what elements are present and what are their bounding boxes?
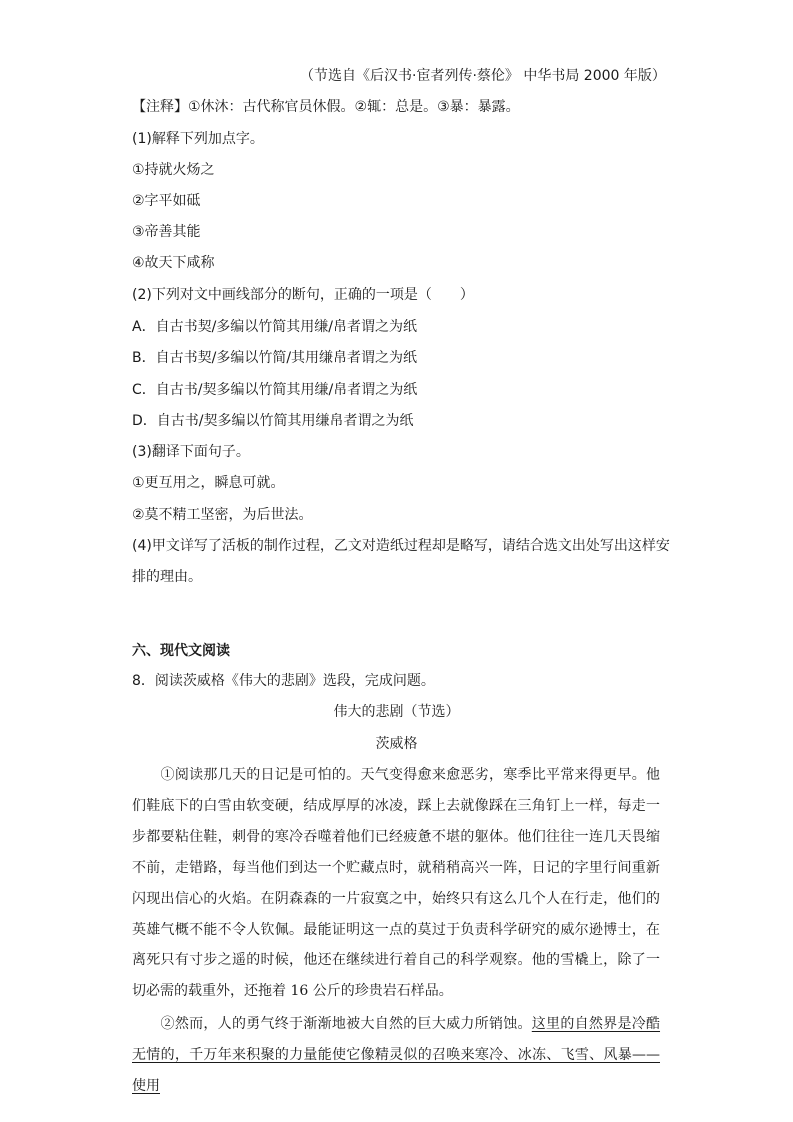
passage-author: 茨威格 — [375, 736, 418, 752]
question-4-line: (4)甲文详写了活板的制作过程，乙文对造纸过程却是略写，请结合选文出处写出这样安 — [132, 538, 670, 554]
underlined-sentence: 这里的自然界是冷酷无情的，千万年来积聚的力量能使它像精灵似的召唤来寒冷、冰冻、飞雪、风暴——使用 — [132, 1016, 661, 1094]
question-1-item: ③帝善其能 — [132, 224, 201, 240]
question-1-item: ②字平如砥 — [132, 193, 201, 209]
question-3-item: ①更互用之，瞬息可就。 — [132, 475, 285, 491]
question-3-item: ②莫不精工坚密，为后世法。 — [132, 507, 313, 523]
passage-paragraph-2 — [132, 1009, 660, 1102]
question-2-option-d: D．自古书/契多编以竹简其用缣帛者谓之为纸 — [132, 413, 414, 429]
question-1-item: ④故天下咸称 — [132, 255, 215, 271]
question-2-prompt: (2)下列对文中画线部分的断句，正确的一项是（ ） — [132, 287, 474, 303]
question-1-item: ①持就火炀之 — [132, 162, 215, 178]
question-4-line: 排的理由。 — [132, 569, 202, 585]
paragraph-2-text: ②然而，人的勇气终于渐渐地被大自然的巨大威力所销蚀。 — [132, 1016, 532, 1032]
question-2-option-c: C．自古书/契多编以竹简其用缣/帛者谓之为纸 — [132, 382, 418, 398]
reading-question: 8．阅读茨威格《伟大的悲剧》选段，完成问题。 — [132, 673, 435, 689]
passage-paragraph-1: ①阅读那几天的日记是可怕的。天气变得愈来愈恶劣，寒季比平常来得更早。他们鞋底下的白雪由软变硬，结成厚厚的冰凌，踩上去就像踩在三角钉上一样，每走一步都要粘住鞋，刺骨的寒冷吞噬着他们已经疲惫不堪的躯体。他们往往一连几天畏缩不前，走错路，每当他们到达一个贮藏点时，就稍稍高兴一阵，日记的字里行间重新闪现出信心的火焰。在阴森森的一片寂寞之中，始终只有这么几个人在行走，他们的英雄气概不能不令人钦佩。最能证明这一点的莫过于负责科学研究的威尔逊博士，在离死只有寸步之遥的时候，他还在继续进行着自己的科学观察。他的雪橇上，除了一切必需的载重外，还拖着 16 公斤的珍贵岩石样品。 — [132, 767, 660, 1000]
source-citation: （节选自《后汉书·宦者列传·蔡伦》 中华书局 2000 年版） — [300, 68, 666, 84]
section-heading: 六、现代文阅读 — [132, 643, 230, 659]
question-3-prompt: (3)翻译下面句子。 — [132, 444, 250, 460]
question-1-prompt: (1)解释下列加点字。 — [132, 131, 264, 147]
question-2-option-b: B．自古书契/多编以竹简/其用缣帛者谓之为纸 — [132, 350, 418, 366]
annotation-note: 【注释】①休沐：古代称官员休假。②辄：总是。③暴：暴露。 — [132, 99, 520, 115]
passage-title: 伟大的悲剧（节选） — [333, 704, 460, 720]
question-2-option-a: A．自古书契/多编以竹简其用缣/帛者谓之为纸 — [132, 319, 418, 335]
